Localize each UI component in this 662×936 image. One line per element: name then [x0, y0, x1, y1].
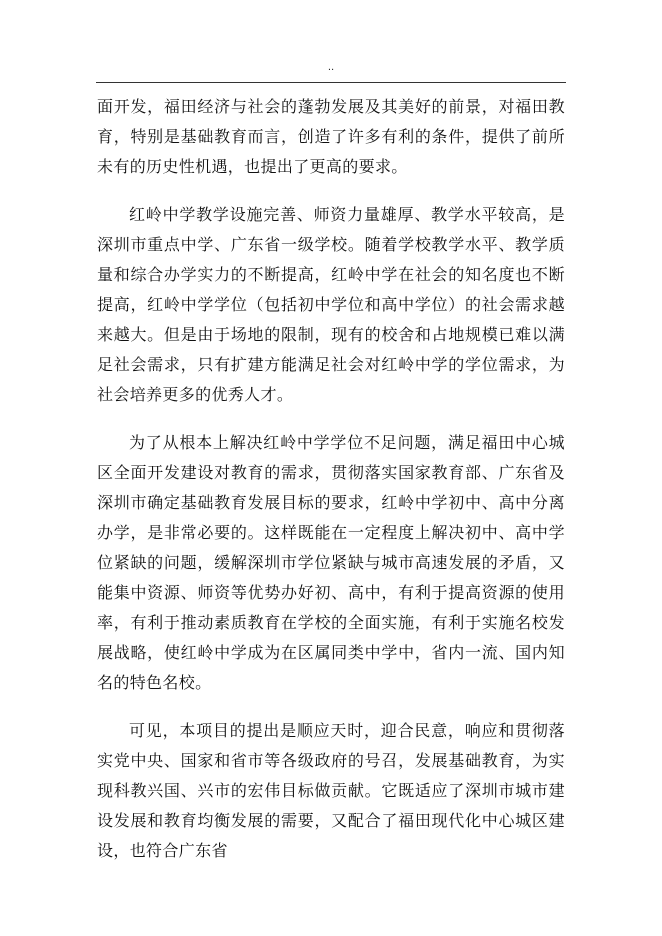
paragraph-4: 可见，本项目的提出是顺应天时，迎合民意，响应和贯彻落实党中央、国家和省市等各级政府的号召，发展基础教育，为实现科教兴国、兴市的宏伟目标做贡献。它既适应了深圳市城市建设发展和教育均衡发展的需要，又配合了福田现代化中心城区建设，也符合广东省: [97, 721, 565, 860]
header-rule: [96, 82, 566, 83]
paragraph-1: 面开发，福田经济与社会的蓬勃发展及其美好的前景，对福田教育，特别是基础教育而言，创造了许多有利的条件，提供了前所未有的历史性机遇，也提出了更高的要求。: [97, 97, 565, 176]
paragraph-3: 为了从根本上解决红岭中学学位不足问题，满足福田中心城区全面开发建设对教育的需求，贯彻落实国家教育部、广东省及深圳市确定基础教育发展目标的要求，红岭中学初中、高中分离办学，是非常必要的。这样既能在一定程度上解决初中、高中学位紧缺的问题，缓解深圳市学位紧缺与城市高速发展的矛盾，又能集中资源、师资等优势办好初、高中，有利于提高资源的使用率，有利于推动素质教育在学校的全面实施，有利于实施名校发展战略，使红岭中学成为在区属同类中学中，省内一流、国内知名的特色名校。: [97, 433, 565, 692]
document-body: [97, 92, 565, 866]
paragraph-2: 红岭中学教学设施完善、师资力量雄厚、教学水平较高，是深圳市重点中学、广东省一级学校。随着学校教学水平、教学质量和综合办学实力的不断提高，红岭中学在社会的知名度也不断提高，红岭中学学位（包括初中学位和高中学位）的社会需求越来越大。但是由于场地的限制，现有的校舍和占地规模已难以满足社会需求，只有扩建方能满足社会对红岭中学的学位需求，为社会培养更多的优秀人才。: [97, 205, 565, 404]
page-header-mark: ..: [327, 62, 335, 73]
